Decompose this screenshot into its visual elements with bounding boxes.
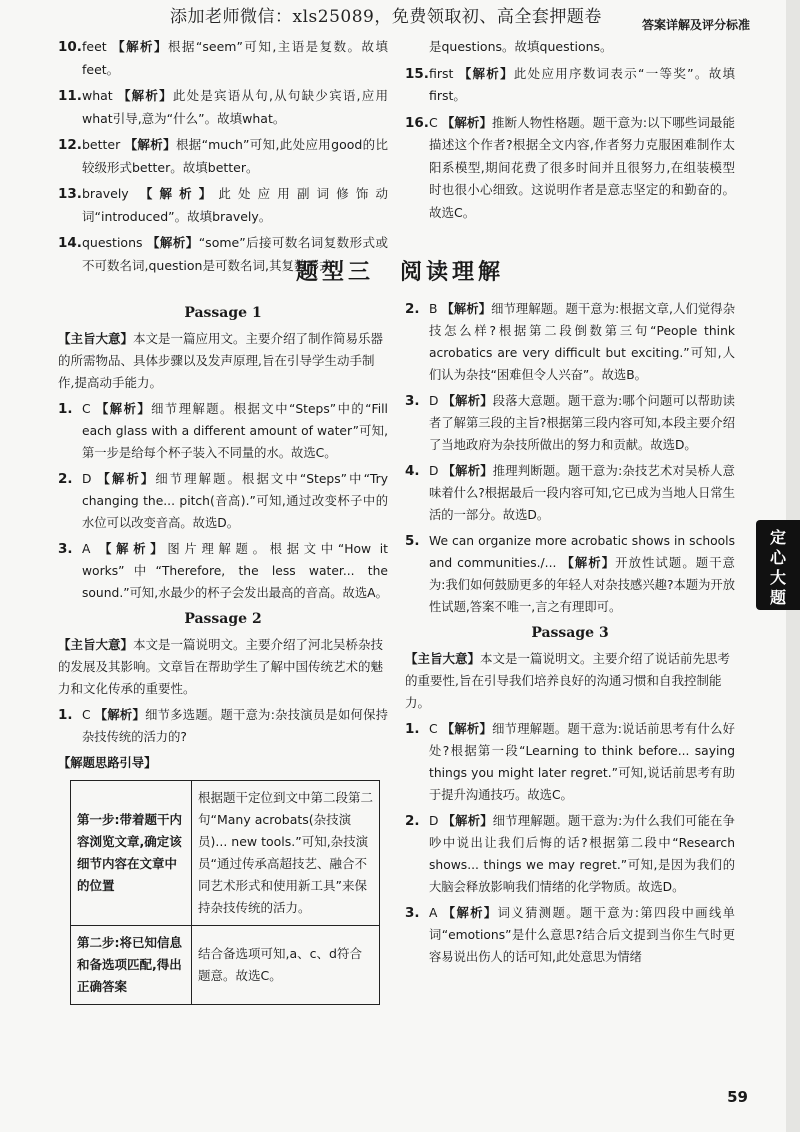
answer-item: 16. C 【解析】推断人物性格题。题干意为:以下哪些词最能描述这个作者?根据全文内容,作者努力克服困难制作太阳系模型,期间花费了很多时间并且很努力,在组装模型时也很小心细致。这说明作者是意志坚定的和勤奋的。故选C。: [405, 114, 735, 220]
answer-item: 是questions。故填questions。: [429, 39, 613, 54]
section-title: 题型三 阅读理解: [295, 260, 504, 285]
top-right-column: [405, 36, 735, 228]
answer-item: 10. feet 【解析】根据“seem”可知,主语是复数。故填feet。: [58, 39, 388, 77]
answer-item: 2. B 【解析】细节理解题。题干意为:根据文章,人们觉得杂技怎么样?根据第二段倒数第三句“People think acrobatics are very difficult but exciting.”可知,人们认为杂技“困难但令人兴奋”。故选B。: [405, 301, 735, 382]
passage-title: Passage 2: [184, 611, 262, 627]
answer-item: 3. A 【解析】图片理解题。根据文中“How it works”中“Therefore, the less water... the sound.”可知,水最少的杯子会发出最高的音高。故选A。: [58, 541, 388, 600]
guide-step: 第二步:将已知信息和备选项匹配,得出正确答案: [71, 926, 192, 1005]
passage-summary: 【主旨大意】本文是一篇说明文。主要介绍了说话前先思考的重要性,旨在引导我们培养良好的沟通习惯和自我控制能力。: [405, 651, 731, 710]
section-side-tab: 定 心 大 题: [756, 520, 800, 610]
answer-item: 1. C 【解析】细节多选题。题干意为:杂技演员是如何保持杂技传统的活力的?: [58, 707, 388, 744]
lower-left-column: [58, 298, 388, 1005]
answer-item: 5. We can organize more acrobatic shows in schools and communities./... 【解析】开放性试题。题干意为:我们如何鼓励更多的年轻人对杂技感兴趣?本题为开放性试题,答案不唯一,言之有理即可。: [405, 533, 735, 614]
guide-desc: 根据题干定位到文中第二段第二句“Many acrobats(杂技演员)... new tools.”可知,杂技演员“通过传承高超技艺、融合不同艺术形式和使用新工具”来保持杂技传统的活力。: [192, 781, 380, 926]
guide-label: 【解题思路引导】: [58, 756, 157, 770]
answer-item: 1. C 【解析】细节理解题。根据文中“Steps”中的“Fill each glass with a different amount of water”可知,第一步是给每个杯子装入不同量的水。故选C。: [58, 401, 388, 460]
guide-desc: 结合备选项可知,a、c、d符合题意。故选C。: [192, 926, 380, 1005]
top-left-column: [58, 36, 388, 281]
answer-item: 13. bravely 【解析】此处应用副词修饰动词“introduced”。故填bravely。: [58, 186, 388, 224]
guide-step: 第一步:带着题干内容浏览文章,确定该细节内容在文章中的位置: [71, 781, 192, 926]
table-row: [71, 781, 380, 926]
passage-title: Passage 3: [531, 625, 609, 641]
answer-item: 3. D 【解析】段落大意题。题干意为:哪个问题可以帮助读者了解第三段的主旨?根据第三段内容可知,本段主要介绍了当地政府为杂技所做出的努力和贡献。故选D。: [405, 393, 735, 452]
answer-item: 14. questions 【解析】“some”后接可数名词复数形式或不可数名词,question是可数名词,其复数形式: [58, 235, 388, 273]
passage-summary: 【主旨大意】本文是一篇说明文。主要介绍了河北吴桥杂技的发展及其影响。文章旨在帮助学生了解中国传统艺术的魅力和文化传承的重要性。: [58, 637, 384, 696]
answer-item: 2. D 【解析】细节理解题。题干意为:为什么我们可能在争吵中说出让我们后悔的话?根据第二段中“Research shows... things we may regret.”可知,是因为我们的大脑会释放影响我们情绪的化学物质。故选D。: [405, 813, 735, 894]
passage-title: Passage 1: [184, 305, 262, 321]
passage-summary: 【主旨大意】本文是一篇应用文。主要介绍了制作简易乐器的所需物品、具体步骤以及发声原理,旨在引导学生动手制作,提高动手能力。: [58, 331, 384, 390]
table-row: [71, 926, 380, 1005]
answer-item: 3. A 【解析】词义猜测题。题干意为:第四段中画线单词“emotions”是什么意思?结合后文提到当你生气时更容易说出伤人的话可知,此处意思为情绪: [405, 905, 735, 964]
answer-item: 15. first 【解析】此处应用序数词表示“一等奖”。故填first。: [405, 65, 735, 103]
lower-right-column: [405, 298, 735, 972]
answer-item: 4. D 【解析】推理判断题。题干意为:杂技艺术对吴桥人意味着什么?根据最后一段内容可知,它已成为当地人日常生活的一部分。故选D。: [405, 463, 735, 522]
running-header: 答案详解及评分标准: [641, 18, 750, 32]
answer-item: 11. what 【解析】此处是宾语从句,从句缺少宾语,应用what引导,意为“什么”。故填what。: [58, 88, 388, 126]
answer-item: 2. D 【解析】细节理解题。根据文中“Steps”中“Try changing the... pitch(音高).”可知,通过改变杯子中的水位可以改变音高。故选D。: [58, 471, 388, 530]
watermark: 添加老师微信：xls25089，免费领取初、高全套押题卷: [170, 7, 602, 27]
answer-item: 1. C 【解析】细节理解题。题干意为:说话前思考有什么好处?根据第一段“Learning to think before... saying things you might later regret.”可知,说话前思考有助于提升沟通技巧。故选C。: [405, 721, 735, 802]
solution-guide-table: [70, 780, 380, 1005]
page-number: 59: [727, 1088, 748, 1106]
answer-item: 12. better 【解析】根据“much”可知,此处应用good的比较级形式better。故填better。: [58, 137, 388, 175]
